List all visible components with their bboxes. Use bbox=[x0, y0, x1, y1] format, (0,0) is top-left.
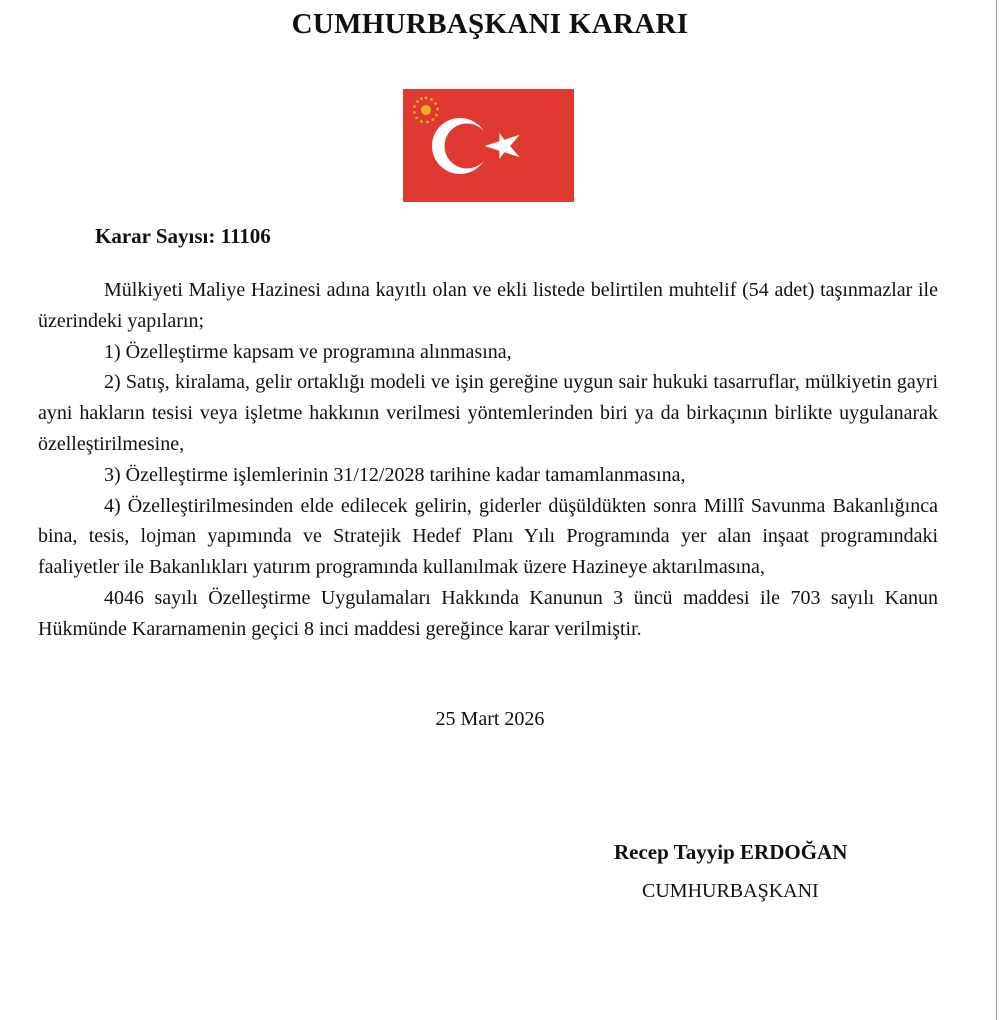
article-1: 1) Özelleştirme kapsam ve programına alınmasına, bbox=[104, 340, 512, 363]
article-2: 2) Satış, kiralama, gelir ortaklığı modeli ve işin gereğine uygun sair hukuki tasarruflar, mülkiyetin gayri ayni hakların tesisi veya işletme hakkının verilmesi yöntemlerinden biri ya da birkaçının birlikte uygulanarak özelleştirilmesine, bbox=[38, 371, 938, 455]
page-edge-divider bbox=[996, 0, 997, 1020]
intro-paragraph: Mülkiyeti Maliye Hazinesi adına kayıtlı olan ve ekli listede belirtilen muhtelif (54 adet) taşınmazlar ile üzerindeki yapıların; bbox=[38, 279, 938, 332]
decision-number: Karar Sayısı: 11106 bbox=[95, 224, 271, 248]
signer-name: Recep Tayyip ERDOĞAN bbox=[614, 840, 848, 864]
signer-title: CUMHURBAŞKANI bbox=[642, 880, 819, 902]
article-4: 4) Özelleştirilmesinden elde edilecek gelirin, giderler düşüldükten sonra Millî Savunma Bakanlığınca bina, tesis, lojman yapımında ve Stratejik Hedef Planı Yılı Programında yer alan inşaat programındaki faaliyetler ile Bakanlıkları yatırım programında kullanılmak üzere Hazineye aktarılmasına, bbox=[38, 494, 938, 579]
legal-basis-paragraph: 4046 sayılı Özelleştirme Uygulamaları Hakkında Kanunun 3 üncü maddesi ile 703 sayılı Kanun Hükmünde Kararnamenin geçici 8 inci maddesi gereğince karar verilmiştir. bbox=[38, 586, 938, 640]
presidential-flag-icon bbox=[403, 89, 574, 202]
article-3: 3) Özelleştirme işlemlerinin 31/12/2028 tarihine kadar tamamlanmasına, bbox=[104, 463, 686, 486]
document-title: CUMHURBAŞKANI KARARI bbox=[291, 8, 689, 40]
decision-date: 25 Mart 2026 bbox=[435, 708, 545, 730]
decision-body bbox=[38, 275, 938, 645]
